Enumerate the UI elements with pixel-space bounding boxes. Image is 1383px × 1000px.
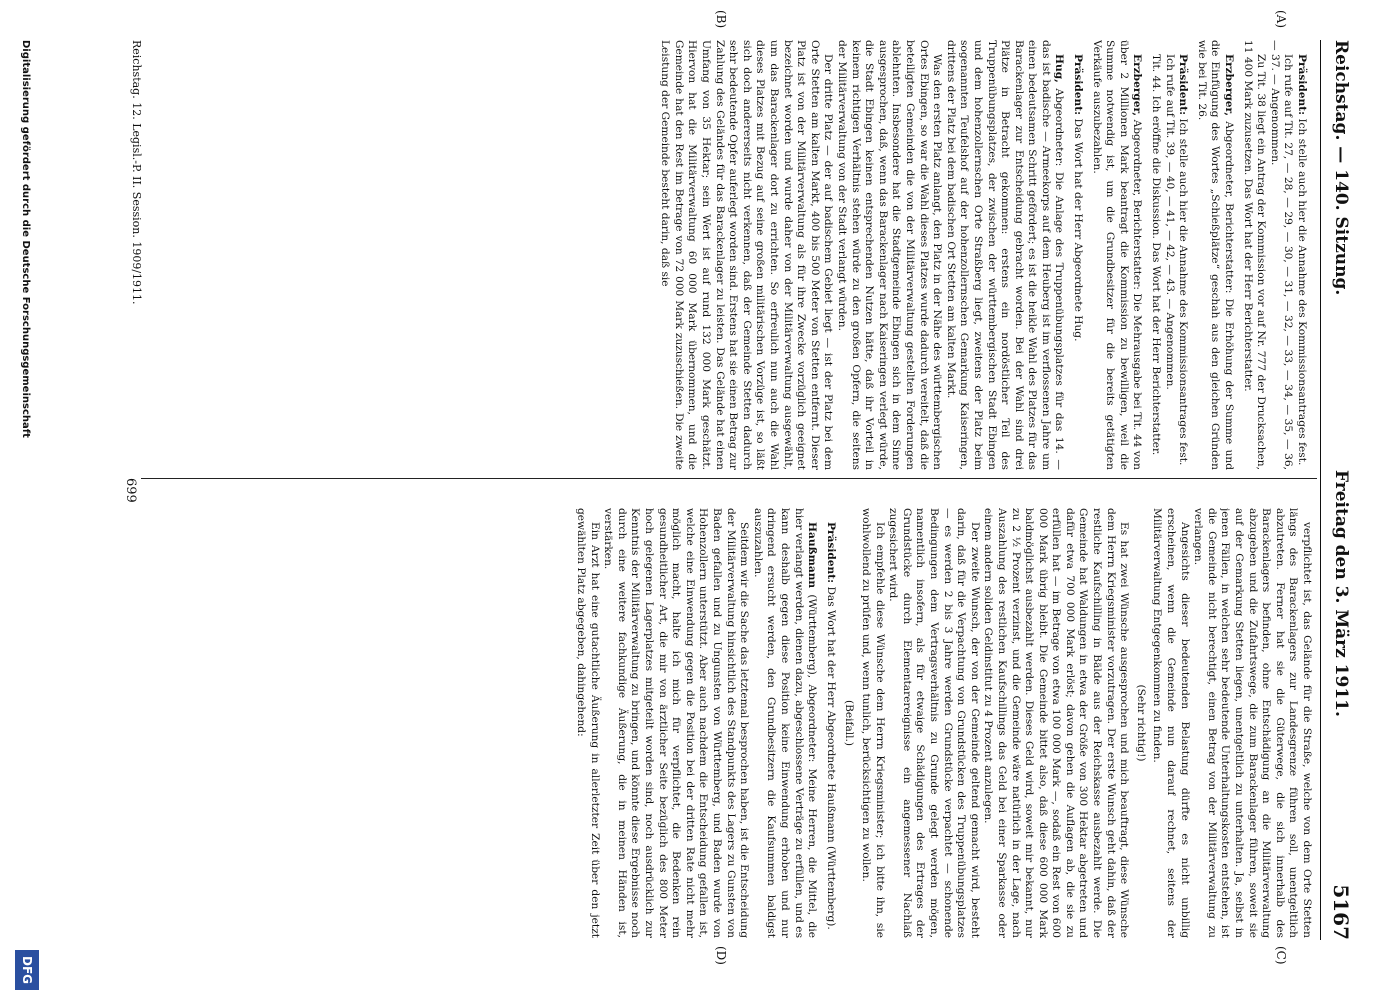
paragraph-text: Angesichts dieser bedeutenden Belastung dürfte es nicht unbillig erscheinen, wenn die Gemeinde nun darauf rechnet, seitens der Militärverwaltung Entgegenkommen zu finden. <box>1151 508 1191 938</box>
paragraph-text: Das Wort hat der Herr Abgeordnete Haußmann (Württemberg). <box>824 586 837 930</box>
speaker-name: Erzberger, <box>1223 54 1236 117</box>
speaker-name: Präsident: <box>824 522 837 584</box>
paragraph <box>1194 40 1235 470</box>
speaker-name: Hug, <box>1053 54 1066 83</box>
paragraph-text: Ich stelle auch hier die Annahme des Kommissionsantrages fest. <box>1296 118 1308 466</box>
paragraph <box>1267 40 1294 470</box>
paragraph <box>601 508 751 938</box>
speaker-name: Präsident: <box>1177 54 1190 116</box>
paragraph <box>1191 508 1313 938</box>
paragraph-text: Seitdem wir die Sache das letztemal besprochen haben, ist die Entscheidung der Militärverwaltung hinsichtlich des Standpunkts des Lagers zu Gunsten von Baden gefallen und zu Ungunsten von Württemberg, und Baden wurde von Hohenzollern unterstützt. Aber auch nachdem die Entscheidung gefallen ist, welche eine Einwendung gegen die Position bei der dritten Rate nicht mehr möglich macht, halte ich mich für verpflichtet, die Bedenken rein gesundheitlicher Art, die mir von ärztlicher Seite bezüglich des 800 Meter hoch gelegenen Lagerplatzes mitgeteilt worden sind, noch ausdrücklich zur Kenntnis der Militärverwaltung zu bringen, und könnte diese Ergebnisse noch durch eine weitere fachkundige Äußerung, die in meinen Händen ist, verstärken. <box>602 508 751 938</box>
header-date: Freitag den 3. März 1911. <box>1331 470 1351 717</box>
margin-marker-b: (B) <box>714 10 728 29</box>
header-rule <box>1320 40 1321 940</box>
paragraph <box>858 508 885 938</box>
paragraph-text: Abgeordneter: Die Anlage des Truppenübungsplatzes für das 14. — das ist badische — Armeekorps auf dem Heuberg ist im verflossenen Jahre um einen bedeutsamen Schritt gefördert; es ist die heikle Wahl des Platzes für das Barackenlager zur Entscheidung gebracht worden. Bei der Wahl sind drei Plätze in Betracht gekommen: erstens ein nordöstlicher Teil des Truppenübungsplatzes, der zwischen der württembergischen Stadt Ebingen und dem hohenzollernschen Orte Straßberg liegt, zweitens der Platz beim sogenannten Teufelshof auf der hohenzollernschen Gemarkung Kaiseringen, drittens der Platz bei dem badischen Ort Stetten am kalten Markt. <box>944 40 1066 470</box>
paragraph-text: Abgeordneter, Berichterstatter: Die Mehrausgabe bei Tit. 44 von über 2 Millionen Mark beantragt die Kommission zu bewilligen, weil die Summe notwendig ist, um die Grundbesitzer für die bereits getätigten Verkäufe auszubezahlen. <box>1090 40 1144 470</box>
header-page-number: 5167 <box>1329 884 1353 940</box>
margin-marker-c: (C) <box>1274 946 1288 965</box>
digitization-credit: Digitalisierung gefördert durch die Deutsche Forschungsgemeinschaft <box>20 40 31 438</box>
paragraph-text: Zu Tit. 38 liegt ein Antrag der Kommission vor auf Nr. 777 der Drucksachen, 11 400 Mark zuzusetzen. Das Wort hat der Herr Berichterstatter. <box>1241 40 1268 470</box>
text-column-right <box>143 508 1313 938</box>
speaker-name: Präsident: <box>1296 54 1308 116</box>
text-column-left <box>143 40 1313 470</box>
paragraph <box>750 508 818 938</box>
margin-marker-d: (D) <box>714 946 728 965</box>
paragraph <box>886 508 981 938</box>
paragraph <box>834 40 943 470</box>
paragraph <box>1240 40 1267 470</box>
paragraph-text: Ich rufe auf Tit. 39, — 40, — 41, — 42, — 43. — Angenommen. <box>1163 54 1176 390</box>
paragraph <box>1162 40 1176 470</box>
paragraph-text: Ich empfehle diese Wünsche dem Herrn Kriegsminister; ich bitte ihn, sie wohlwollend zu prüfen und, wenn tunlich, berücksichtigen zu wollen. <box>860 508 886 938</box>
paragraph-text: (Württemberg), Abgeordneter: Meine Herren, die Mittel, die hier verlangt werden, dienen dazu, abgeschlossene Verträge zu erfüllen, und es kann deshalb gegen diese Position keine Einwendung erhoben und nur dringend ersucht werden, den Grundbesitzern die Kaufsummen baldigst auszuzahlen. <box>751 508 819 938</box>
paragraph <box>658 40 835 470</box>
paragraph-text: Ein Arzt hat eine gutachtliche Äußerung in allerletzter Zeit über den jetzt gewählten Platz abgegeben, dahingehend: <box>575 508 601 938</box>
paragraph <box>1150 508 1191 938</box>
paragraph <box>1089 40 1143 470</box>
paragraph-text: Ich stelle auch hier die Annahme des Kommissionsantrages fest. <box>1177 118 1190 466</box>
paragraph <box>1294 40 1308 470</box>
speaker-name: Haußmann <box>806 522 819 589</box>
paragraph <box>1071 40 1085 470</box>
interjection: (Beifall.) <box>843 699 856 747</box>
paragraph <box>981 508 1131 938</box>
page-footer: Reichstag. 12. Legisl.-P. II. Session. 1909/1911. <box>130 40 143 305</box>
paragraph-text: Der dritte Platz — der auf badischem Gebiet liegt — ist der Platz bei dem Orte Stetten am kalten Markt, 400 bis 500 Meter von Stetten entfernt. Dieser Platz ist von der Militärverwaltung als für ihre Zwecke vorzüglich geeignet bezeichnet worden und wurde daher von der Militärverwaltung ausgewählt, um das Barackenlager dort zu errichten. So erfreulich nun auch die Wahl dieses Platzes mit Bezug auf seine großen militärischen Vorzüge ist, so läßt sich doch andererseits nicht verkennen, daß der Gemeinde Stetten dadurch sehr bedeutende Opfer auferlegt worden sind. Erstens hat sie einen Betrag zur Zahlung des Geländes für das Barackenlager zu leisten. Das Gelände hat einen Umfang von 35 Hektar; sein Wert ist auf rund 132 000 Mark geschätzt. Hiervon hat die Militärverwaltung 60 000 Mark übernommen, und die Gemeinde hat den Rest im Betrage von 72 000 Mark zuzuschießen. Die zweite Leistung der Gemeinde besteht darin, daß sie <box>659 40 835 470</box>
paragraph-text: Es hat zwei Wünsche ausgesprochen und mich beauftragt, diese Wünsche dem Herrn Kriegsminister vorzutragen. Der erste Wunsch geht dahin, daß der restliche Kaufschilling in Bälde aus der Reichskasse ausbezahlt werde. Die Gemeinde hat Waldungen in etwa der Größe von 300 Hektar abgetreten und dafür etwa 700 000 Mark erlöst; davon gehen die Auflagen ab, die sie zu erfüllen hat — im Betrage von etwa 100 000 Mark —, sodaß ein Rest von 600 000 Mark übrig bleibt. Die Gemeinde bittet also, daß diese 600 000 Mark baldmöglichst ausbezahlt werden. Dieses Geld wird, soweit mir bekannt, nur zu 2 ½ Prozent verzinst, und die Gemeinde wäre natürlich in der Lage, nach Auszahlung des restlichen Kaufschillings das Geld bei einer Sparkasse oder einem andern soliden Geldinstitut zu 4 Prozent anzulegen. <box>982 508 1131 938</box>
paragraph <box>1176 40 1190 470</box>
paragraph <box>943 40 1065 470</box>
paragraph-text: Tit. 44. Ich eröffne die Diskussion. Das Wort hat der Herr Berichterstatter. <box>1150 54 1163 456</box>
paragraph-text: Was den ersten Platz anlangt, den Platz in der Nähe des württembergischen Ortes Ebingen, so war die Wahl dieses Platzes wurde dadurch vereitelt, daß die beteiligten Gemeinden die von der Militärverwaltung gestellten Forderungen ablehnten. Insbesondere hat die Stadtgemeinde Ebingen sich in dem Sinne ausgesprochen, daß, wenn das Barackenlager nach Kaiseringen verlegt würde, die Stadt Ebingen keinen entsprechenden Nutzen hätte, daß ihr Vorteil in keinem richtigen Verhältnis stehen würde zu den großen Opfern, die seitens der Militärverwaltung von der Stadt verlangt würden. <box>836 40 944 470</box>
speaker-name: Präsident: <box>1072 54 1085 116</box>
paragraph-text: Das Wort hat der Herr Abgeordnete Hug. <box>1072 118 1085 342</box>
paragraph-text: Abgeordneter, Berichterstatter: Die Erhöhung der Summe und die Einfügung des Wortes „Schießplätze“ geschah aus den gleichen Gründen wie bei Tit. 26. <box>1195 40 1236 470</box>
dfg-logo: DFG <box>15 950 39 990</box>
interjection: (Sehr richtig!) <box>1134 684 1147 762</box>
speaker-name: Erzberger, <box>1131 54 1144 117</box>
page-header <box>1323 40 1355 940</box>
paragraph-text: verpflichtet ist, das Gelände für die Straße, welche von dem Orte Stetten längs des Barackenlagers zur Landesgrenze führen soll, unentgeltlich abzutreten. Ferner hat sie die Güterwege, die sich innerhalb des Barackenlagers befinden, ohne Entschädigung an die Militärverwaltung abzugeben und die Zufahrtswege, die zum Barackenlager führen, soweit sie auf der Gemarkung Stetten liegen, unentgeltlich zu unterhalten. Ja, selbst in jenen Fällen, in welchen sehr bedeutende Unterhaltungskosten entstehen, ist die Gemeinde nicht berechtigt, einen Betrag von der Militärverwaltung zu verlangen. <box>1192 508 1313 938</box>
paragraph-text: Ich rufe auf Tit. 27, — 28, — 29, — 30, — 31, — 32, — 33, — 34, — 35, — 36, — 37. — Angenommen. <box>1268 40 1295 470</box>
column-divider <box>141 478 1317 479</box>
header-left: Reichstag. — 140. Sitzung. <box>1331 40 1351 296</box>
margin-marker-a: (A) <box>1274 10 1288 29</box>
paragraph-text: Der zweite Wunsch, der von der Gemeinde geltend gemacht wird, besteht darin, daß für die Verpachtung von Grundstücken des Truppenübungsplatzes — es werden 2 bis 3 Jahre werden Grundstücke verpachtet — schonende Bedingungen dem Vertragsverhältnis zu Grunde gelegt werden mögen, namentlich insofern, als für etwaige Schädigungen des Ertrages der Grundstücke durch Elementarereignisse ein angemessener Nachlaß zugesichert wird. <box>887 508 981 938</box>
paragraph <box>1148 40 1162 470</box>
paragraph <box>574 508 601 938</box>
paragraph <box>823 508 837 938</box>
page-sequence-number: 699 <box>123 478 138 503</box>
